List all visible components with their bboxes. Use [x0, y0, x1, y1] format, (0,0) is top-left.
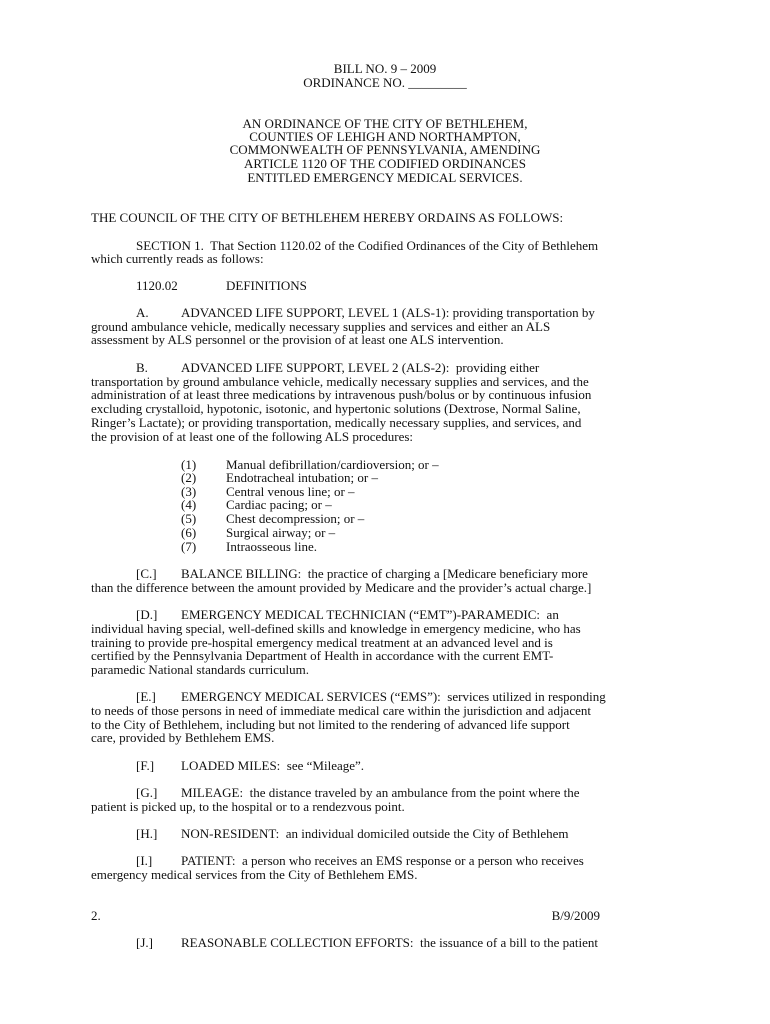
definition-label: [F.] [136, 758, 155, 773]
procedure-number: (2) [181, 470, 197, 485]
definition-label: [C.] [136, 566, 157, 581]
definition-text: excluding crystalloid, hypotonic, isotonic, and hypertonic solutions (Dextrose, Normal Saline, [91, 401, 581, 416]
definition-text: patient is picked up, to the hospital or to a rendezvous point. [91, 799, 405, 814]
definition-text: ADVANCED LIFE SUPPORT, LEVEL 1 (ALS-1): providing transportation by [181, 305, 595, 320]
section-title: DEFINITIONS [226, 278, 307, 293]
procedure-number: (4) [181, 497, 197, 512]
definition-label: [D.] [136, 607, 158, 622]
definition-text: emergency medical services from the City of Bethlehem EMS. [91, 867, 418, 882]
definition-text: training to provide pre-hospital emergency medical treatment at an advanced level and is [91, 635, 553, 650]
ordinance-title-line: COUNTIES OF LEHIGH AND NORTHAMPTON, [249, 129, 521, 144]
procedure-item: Endotracheal intubation; or – [226, 470, 378, 485]
definition-label: [E.] [136, 689, 156, 704]
definition-label: [H.] [136, 826, 158, 841]
bill-number: BILL NO. 9 – 2009 [333, 61, 437, 76]
definition-text: transportation by ground ambulance vehicle, medically necessary supplies and services, and the [91, 374, 589, 389]
ordinance-title-line: ENTITLED EMERGENCY MEDICAL SERVICES. [247, 170, 523, 185]
council-ordains: THE COUNCIL OF THE CITY OF BETHLEHEM HEREBY ORDAINS AS FOLLOWS: [91, 210, 564, 225]
definition-text: NON-RESIDENT: an individual domiciled outside the City of Bethlehem [181, 826, 569, 841]
ordinance-title-line: ARTICLE 1120 OF THE CODIFIED ORDINANCES [244, 156, 526, 171]
procedure-number: (1) [181, 457, 197, 472]
definition-text: Ringer’s Lactate); or providing transportation, medically necessary supplies, and services, and [91, 415, 582, 430]
definition-text: paramedic National standards curriculum. [91, 662, 310, 677]
definition-text: EMERGENCY MEDICAL TECHNICIAN (“EMT”)-PARAMEDIC: an [181, 607, 559, 622]
definition-text: individual having special, well-defined skills and knowledge in emergency medicine, who has [91, 621, 581, 636]
definition-text: ground ambulance vehicle, medically necessary supplies and services and either an ALS [91, 319, 551, 334]
definition-text: administration of at least three medications by intravenous push/bolus or by continuous infusion [91, 387, 592, 402]
definition-text: than the difference between the amount provided by Medicare and the provider’s actual charge.] [91, 580, 592, 595]
ordinance-title-line: COMMONWEALTH OF PENNSYLVANIA, AMENDING [229, 142, 541, 157]
definition-label: [J.] [136, 935, 153, 950]
document-code: B/9/2009 [551, 908, 600, 923]
procedure-item: Intraosseous line. [226, 539, 317, 554]
section-1-text: which currently reads as follows: [91, 251, 264, 266]
procedure-item: Surgical airway; or – [226, 525, 336, 540]
procedure-item: Manual defibrillation/cardioversion; or – [226, 457, 439, 472]
definition-text: to the City of Bethlehem, including but not limited to the rendering of advanced life support [91, 717, 570, 732]
definition-text: ADVANCED LIFE SUPPORT, LEVEL 2 (ALS-2): providing either [181, 360, 540, 375]
ordinance-number: ORDINANCE NO. _________ [303, 75, 467, 90]
definition-text: LOADED MILES: see “Mileage”. [181, 758, 365, 773]
page-number: 2. [91, 908, 101, 923]
definition-text: certified by the Pennsylvania Department of Health in accordance with the current EMT- [91, 648, 554, 663]
definition-text: PATIENT: a person who receives an EMS response or a person who receives [181, 853, 584, 868]
ordinance-title-line: AN ORDINANCE OF THE CITY OF BETHLEHEM, [242, 116, 528, 131]
procedure-number: (5) [181, 511, 197, 526]
procedure-number: (6) [181, 525, 197, 540]
procedure-item: Cardiac pacing; or – [226, 497, 332, 512]
definition-text: MILEAGE: the distance traveled by an ambulance from the point where the [181, 785, 580, 800]
procedure-item: Central venous line; or – [226, 484, 355, 499]
definition-label: A. [136, 305, 149, 320]
definition-text: the provision of at least one of the following ALS procedures: [91, 429, 414, 444]
definition-text: assessment by ALS personnel or the provision of at least one ALS intervention. [91, 332, 504, 347]
definition-text: BALANCE BILLING: the practice of charging a [Medicare beneficiary more [181, 566, 588, 581]
procedure-number: (7) [181, 539, 197, 554]
definition-label: B. [136, 360, 148, 375]
definition-text: to needs of those persons in need of immediate medical care within the jurisdiction and adjacent [91, 703, 591, 718]
definition-text: EMERGENCY MEDICAL SERVICES (“EMS”): services utilized in responding [181, 689, 606, 704]
definition-text: REASONABLE COLLECTION EFFORTS: the issuance of a bill to the patient [181, 935, 598, 950]
definition-label: [I.] [136, 853, 153, 868]
definition-label: [G.] [136, 785, 158, 800]
definition-text: care, provided by Bethlehem EMS. [91, 730, 275, 745]
section-1-text: SECTION 1. That Section 1120.02 of the Codified Ordinances of the City of Bethlehem [136, 238, 599, 253]
procedure-number: (3) [181, 484, 197, 499]
section-number: 1120.02 [136, 278, 178, 293]
procedure-item: Chest decompression; or – [226, 511, 365, 526]
